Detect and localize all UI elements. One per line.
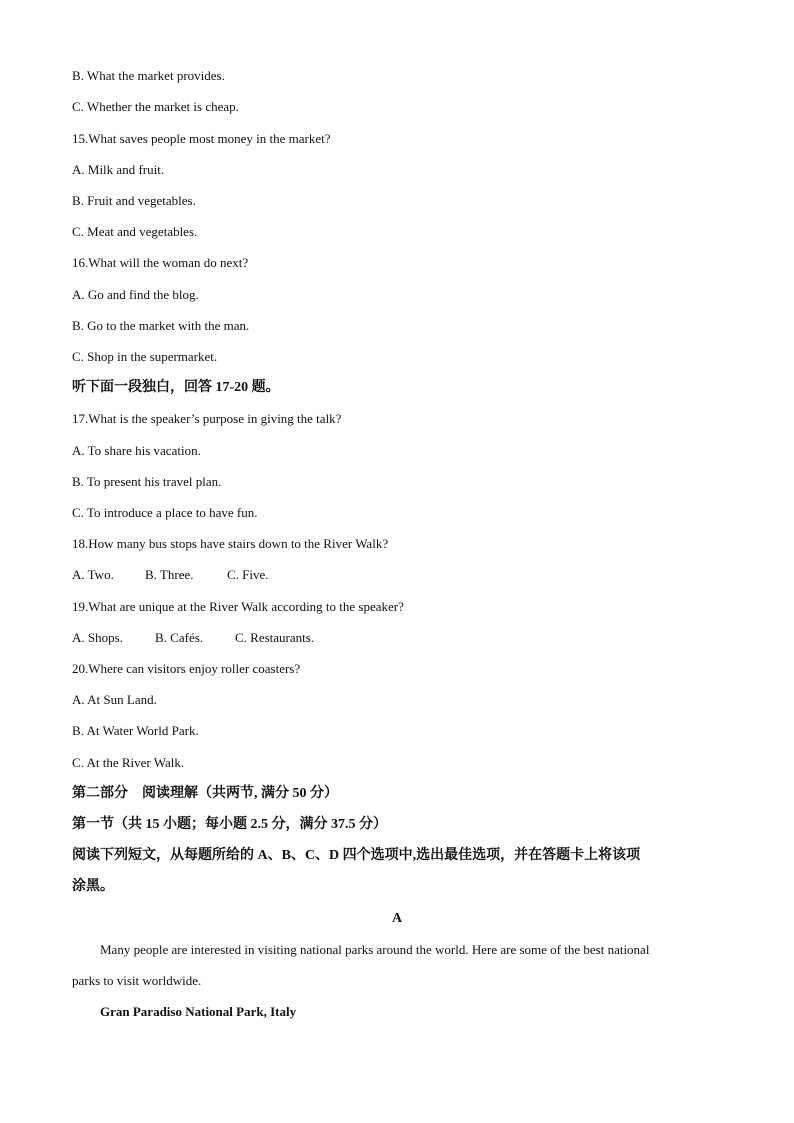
- passage-a-intro-line1: Many people are interested in visiting national parks around the world. Here are some of the best national: [100, 942, 650, 957]
- section-17-20-heading: 听下面一段独白，回答 17-20 题。: [72, 380, 280, 395]
- part2-heading: 第二部分 阅读理解（共两节, 满分 50 分）: [72, 786, 338, 801]
- q16-option-b: B. Go to the market with the man.: [72, 318, 250, 333]
- q20-option-b: B. At Water World Park.: [72, 723, 199, 738]
- q14-option-b: B. What the market provides.: [72, 68, 225, 83]
- q15-question: 15.What saves people most money in the market?: [72, 131, 331, 146]
- part2-instruction-line2: 涂黑。: [72, 879, 114, 894]
- passage-a-label: A: [391, 911, 403, 926]
- q19-question: 19.What are unique at the River Walk according to the speaker?: [72, 599, 404, 614]
- q20-option-c: C. At the River Walk.: [72, 755, 185, 770]
- q18-option-a: A. Two.: [72, 567, 114, 582]
- passage-a-intro-line2: parks to visit worldwide.: [72, 973, 202, 988]
- q19-option-a: A. Shops.: [72, 630, 123, 645]
- q18-question: 18.How many bus stops have stairs down to the River Walk?: [72, 536, 389, 551]
- q14-option-c: C. Whether the market is cheap.: [72, 99, 239, 114]
- q15-option-a: A. Milk and fruit.: [72, 162, 165, 177]
- passage-a-subheading: Gran Paradiso National Park, Italy: [100, 1004, 297, 1019]
- q20-option-a: A. At Sun Land.: [72, 692, 157, 707]
- q15-option-c: C. Meat and vegetables.: [72, 224, 198, 239]
- part2-section1-heading: 第一节（共 15 小题；每小题 2.5 分，满分 37.5 分）: [72, 817, 387, 832]
- q19-option-b: B. Cafés.: [155, 630, 204, 645]
- q17-option-a: A. To share his vacation.: [72, 443, 201, 458]
- q19-option-c: C. Restaurants.: [235, 630, 315, 645]
- q15-option-b: B. Fruit and vegetables.: [72, 193, 196, 208]
- q19-options: [72, 630, 314, 646]
- part2-instruction-line1: 阅读下列短文，从每题所给的 A、B、C、D 四个选项中,选出最佳选项，并在答题卡上将该项: [72, 848, 641, 863]
- q17-option-b: B. To present his travel plan.: [72, 474, 222, 489]
- q16-question: 16.What will the woman do next?: [72, 255, 249, 270]
- q17-question: 17.What is the speaker’s purpose in giving the talk?: [72, 411, 342, 426]
- q18-option-c: C. Five.: [227, 567, 269, 582]
- q17-option-c: C. To introduce a place to have fun.: [72, 505, 258, 520]
- q20-question: 20.Where can visitors enjoy roller coasters?: [72, 661, 301, 676]
- q16-option-c: C. Shop in the supermarket.: [72, 349, 218, 364]
- q18-options: [72, 567, 269, 583]
- q16-option-a: A. Go and find the blog.: [72, 287, 199, 302]
- q18-option-b: B. Three.: [145, 567, 194, 582]
